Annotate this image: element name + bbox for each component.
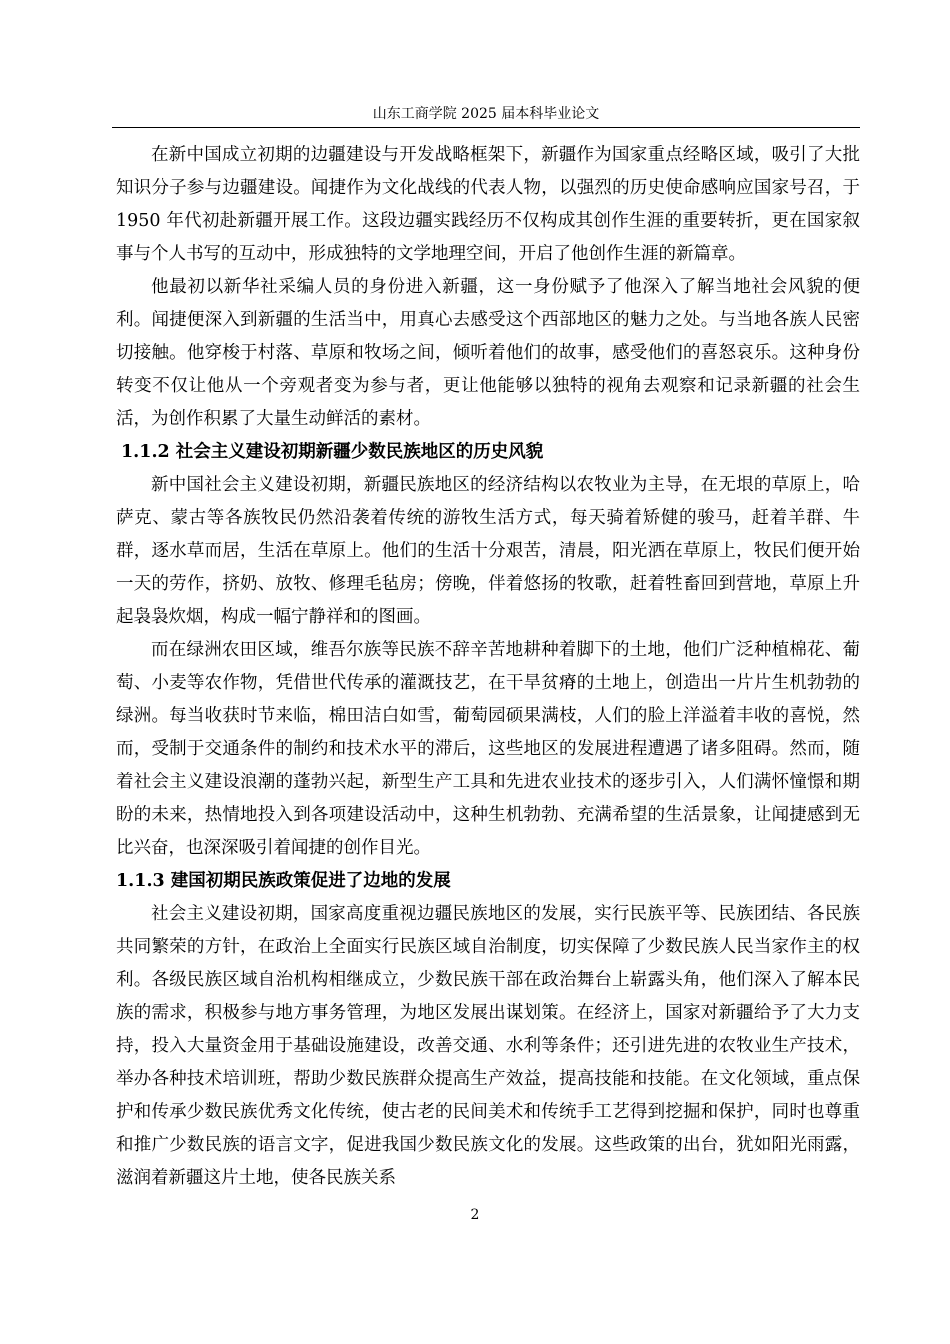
page-number: 2 — [470, 1207, 480, 1223]
body-text — [116, 139, 860, 1195]
running-header: 山东工商学院 2025 届本科毕业论文 — [372, 106, 600, 122]
header-divider — [112, 127, 860, 128]
section-heading-1-1-2: 1.1.2 社会主义建设初期新疆少数民族地区的历史风貌 — [121, 442, 544, 462]
paragraph-1: 在新中国成立初期的边疆建设与开发战略框架下，新疆作为国家重点经略区域，吸引了大批知识分子参与边疆建设。闻捷作为文化战线的代表人物，以强烈的历史使命感响应国家号召，于 1950 年代初赴新疆开展工作。这段边疆实践经历不仅构成其创作生涯的重要转折，更在国家叙事与个人书写的互动中，形成独特的文学地理空间，开启了他创作生涯的新篇章。 — [116, 145, 860, 264]
paragraph-4: 而在绿洲农田区域，维吾尔族等民族不辞辛苦地耕种着脚下的土地，他们广泛种植棉花、葡萄、小麦等农作物，凭借世代传承的灌溉技艺，在干旱贫瘠的土地上，创造出一片片生机勃勃的绿洲。每当收获时节来临，棉田洁白如雪，葡萄园硕果满枝，人们的脸上洋溢着丰收的喜悦，然而，受制于交通条件的制约和技术水平的滞后，这些地区的发展进程遭遇了诸多阻碍。然而，随着社会主义建设浪潮的蓬勃兴起，新型生产工具和先进农业技术的逐步引入，人们满怀憧憬和期盼的未来，热情地投入到各项建设活动中，这种生机勃勃、充满希望的生活景象，让闻捷感到无比兴奋，也深深吸引着闻捷的创作目光。 — [116, 640, 860, 858]
paragraph-5: 社会主义建设初期，国家高度重视边疆民族地区的发展，实行民族平等、民族团结、各民族共同繁荣的方针，在政治上全面实行民族区域自治制度，切实保障了少数民族人民当家作主的权利。各级民族区域自治机构相继成立，少数民族干部在政治舞台上崭露头角，他们深入了解本民族的需求，积极参与地方事务管理，为地区发展出谋划策。在经济上，国家对新疆给予了大力支持，投入大量资金用于基础设施建设，改善交通、水利等条件；还引进先进的农牧业生产技术，举办各种技术培训班，帮助少数民族群众提高生产效益，提高技能和技能。在文化领域，重点保护和传承少数民族优秀文化传统，使古老的民间美术和传统手工艺得到挖掘和保护，同时也尊重和推广少数民族的语言文字，促进我国少数民族文化的发展。这些政策的出台，犹如阳光雨露，滋润着新疆这片土地，使各民族关系 — [116, 904, 860, 1188]
section-heading-1-1-3: 1.1.3 建国初期民族政策促进了边地的发展 — [116, 871, 451, 891]
paragraph-2: 他最初以新华社采编人员的身份进入新疆，这一身份赋予了他深入了解当地社会风貌的便利。闻捷便深入到新疆的生活当中，用真心去感受这个西部地区的魅力之处。与当地各族人民密切接触。他穿梭于村落、草原和牧场之间，倾听着他们的故事，感受他们的喜怒哀乐。这种身份转变不仅让他从一个旁观者变为参与者，更让他能够以独特的视角去观察和记录新疆的社会生活，为创作积累了大量生动鲜活的素材。 — [116, 277, 860, 429]
paragraph-3: 新中国社会主义建设初期，新疆民族地区的经济结构以农牧业为主导，在无垠的草原上，哈萨克、蒙古等各族牧民仍然沿袭着传统的游牧生活方式，每天骑着矫健的骏马，赶着羊群、牛群，逐水草而居，生活在草原上。他们的生活十分艰苦，清晨，阳光洒在草原上，牧民们便开始一天的劳作，挤奶、放牧、修理毛毡房；傍晚，伴着悠扬的牧歌，赶着牲畜回到营地，草原上升起袅袅炊烟，构成一幅宁静祥和的图画。 — [116, 475, 860, 627]
